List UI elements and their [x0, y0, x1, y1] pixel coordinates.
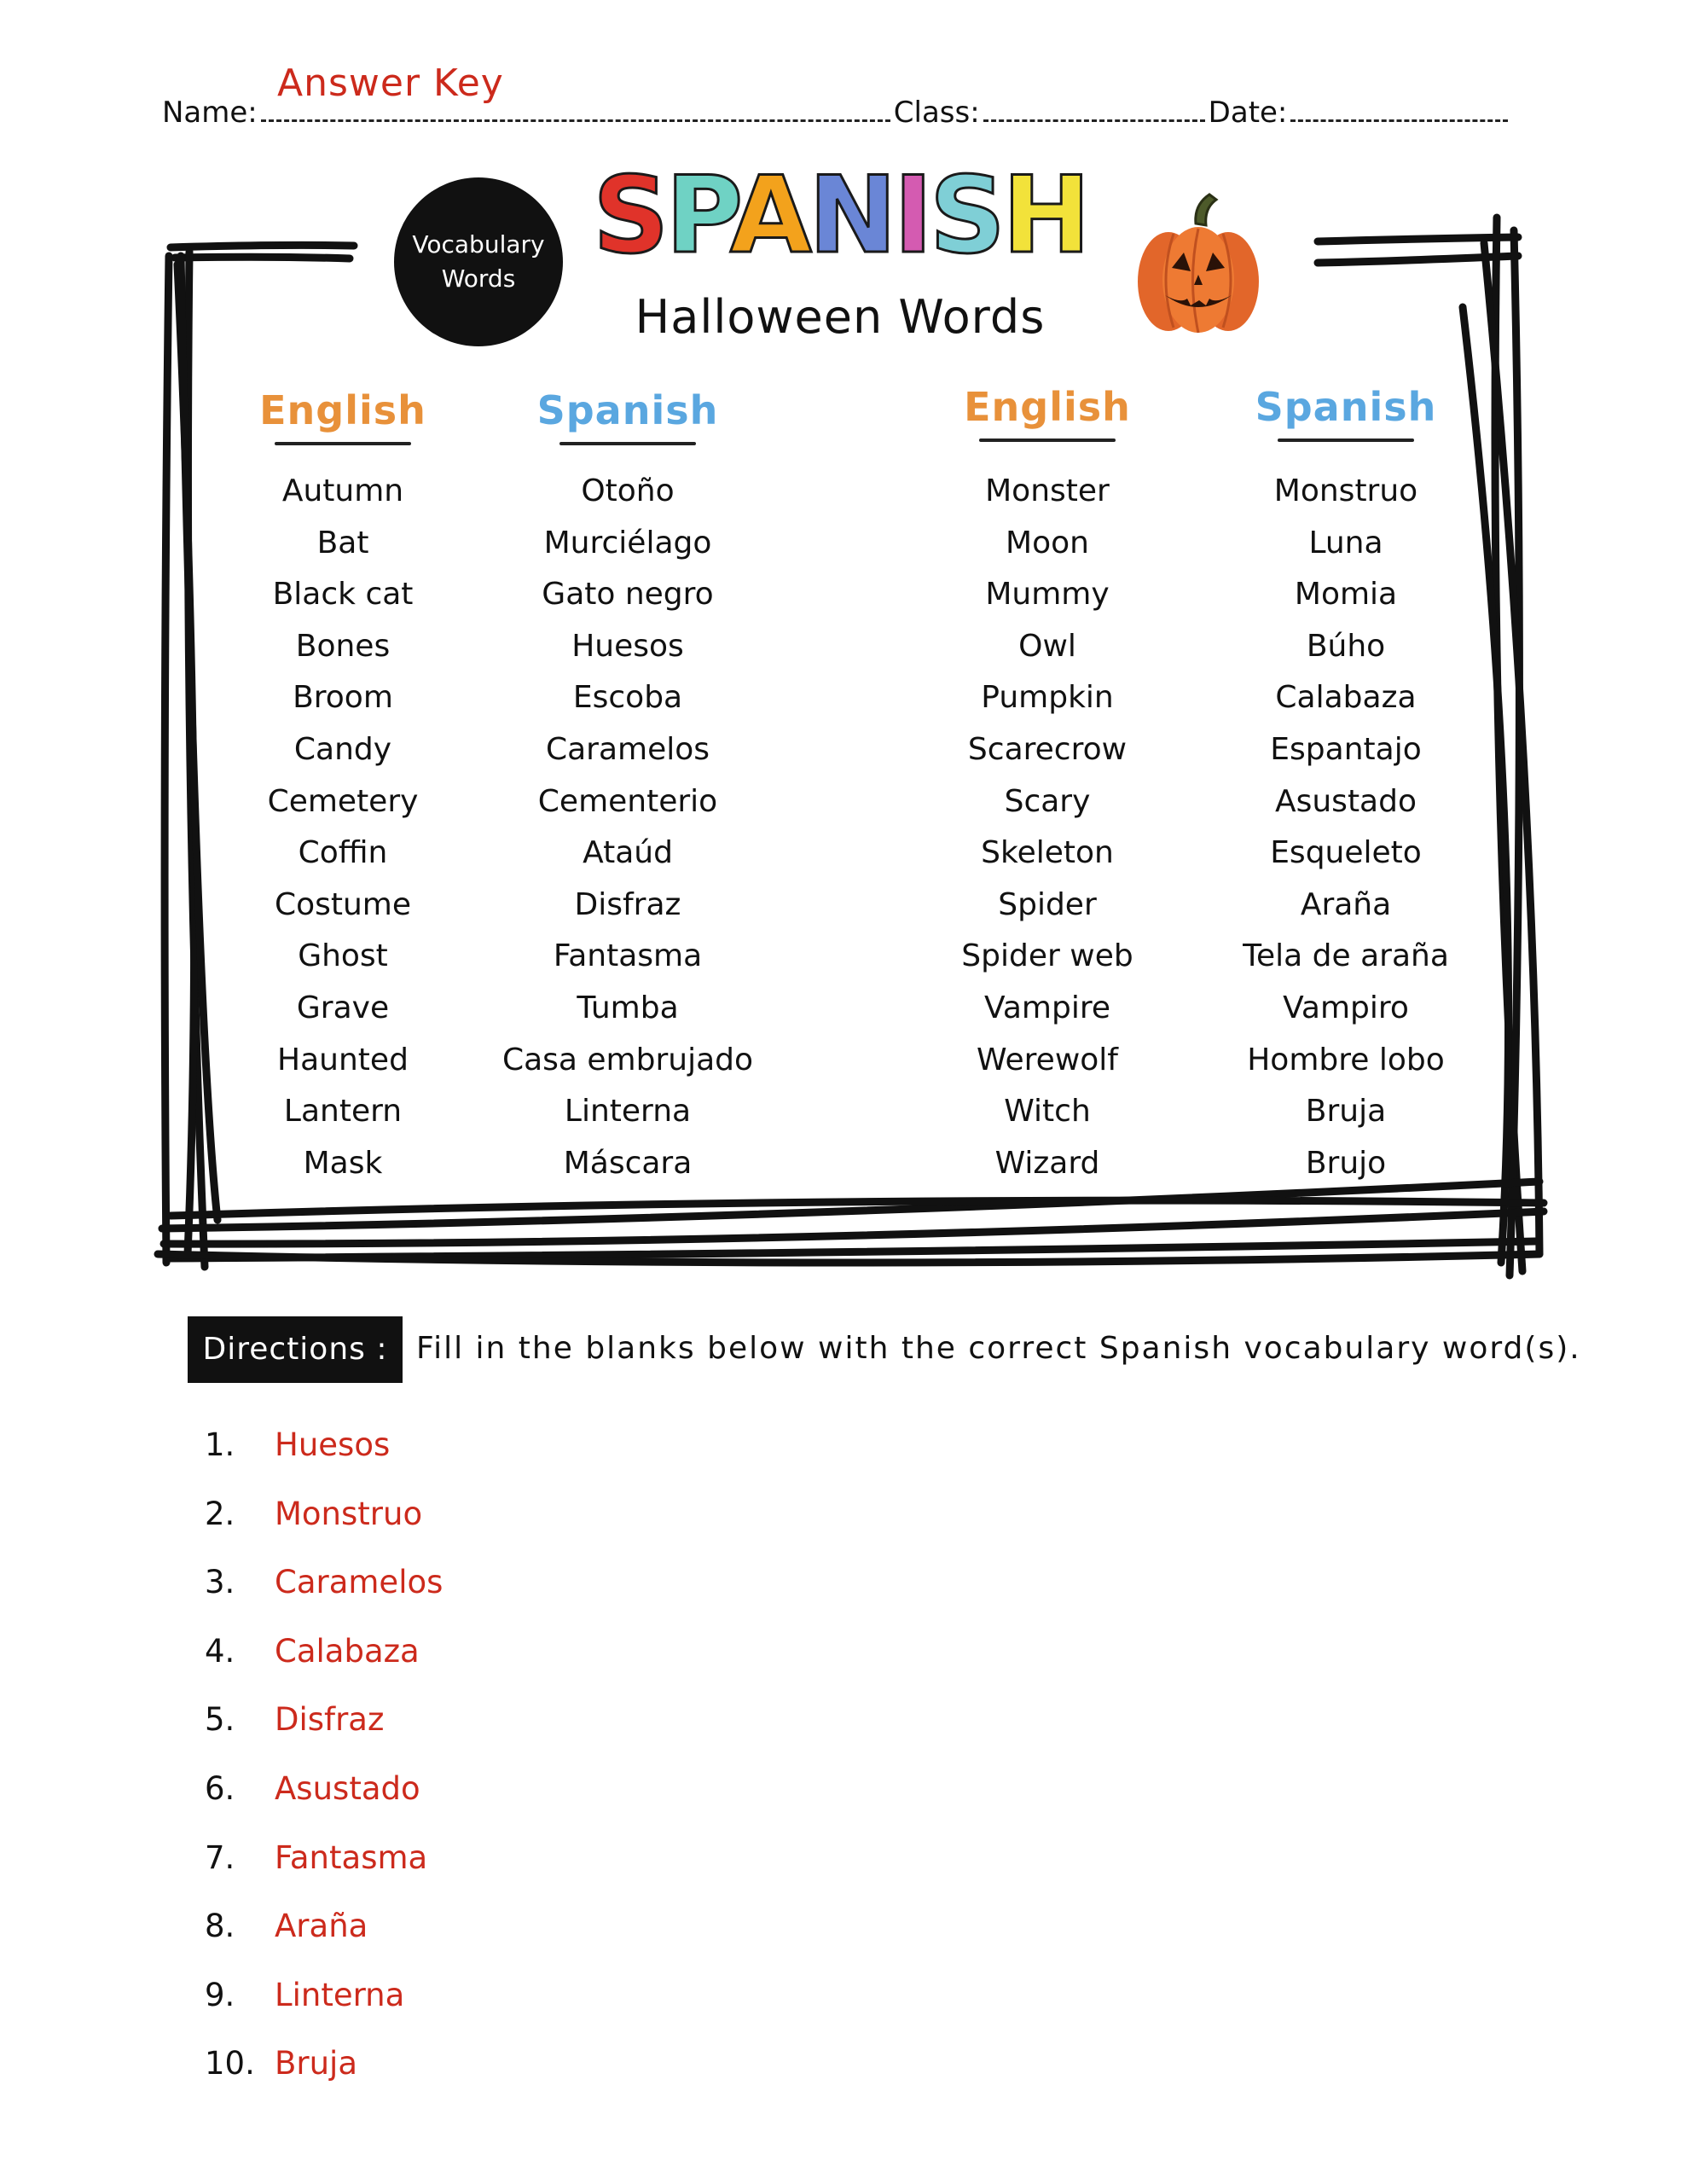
spanish-word: Luna [1308, 525, 1383, 561]
jack-o-lantern-icon [1134, 189, 1262, 336]
answer-word[interactable]: Calabaza [275, 1632, 420, 1670]
english-word: Pumpkin [981, 680, 1114, 716]
spanish-word: Asustado [1274, 783, 1417, 819]
spanish-word: Esqueleto [1270, 835, 1422, 871]
answer-word[interactable]: Huesos [275, 1426, 391, 1463]
class-label: Class: [893, 96, 980, 130]
answer-number: 1. [205, 1426, 235, 1463]
spanish-header-text: Spanish [536, 387, 719, 433]
english-word: Owl [1018, 628, 1076, 664]
english-word: Haunted [277, 1042, 409, 1077]
english-word: Autumn [281, 473, 404, 508]
spanish-word: Disfraz [574, 886, 681, 922]
spanish-word: Tumba [577, 990, 679, 1025]
spanish-word: Escoba [572, 680, 683, 716]
page-title [588, 154, 1092, 277]
english-word: Werewolf [977, 1042, 1118, 1077]
title-letter: S [593, 154, 666, 277]
answer-number: 10. [205, 2045, 255, 2082]
spanish-word: Cementerio [537, 783, 718, 819]
page-subtitle: Halloween Words [635, 290, 1046, 344]
answer-word[interactable]: Disfraz [275, 1701, 385, 1739]
english-word: Spider [998, 886, 1097, 922]
badge-line-1: Vocabulary [412, 230, 545, 258]
spanish-word: Caramelos [545, 731, 710, 767]
answer-word[interactable]: Araña [275, 1908, 368, 1945]
english-word: Witch [1004, 1094, 1091, 1130]
answer-number: 6. [205, 1769, 235, 1807]
answer-key-label: Answer Key [277, 61, 504, 105]
title-letter: P [665, 154, 730, 277]
right-spanish-column [1205, 466, 1487, 1189]
date-field[interactable] [1290, 96, 1508, 122]
spanish-word: Espantajo [1270, 731, 1422, 767]
left-english-column [202, 466, 484, 1189]
name-field[interactable] [261, 96, 890, 122]
spanish-word: Calabaza [1275, 680, 1417, 716]
spanish-word: Fantasma [553, 938, 703, 974]
student-info-line [162, 96, 1518, 138]
right-english-header [919, 384, 1175, 442]
spanish-word: Casa embrujado [501, 1042, 754, 1077]
spanish-word: Momia [1294, 577, 1398, 613]
english-word: Grave [296, 990, 390, 1025]
answer-number: 7. [205, 1838, 235, 1876]
english-word: Bones [295, 628, 391, 664]
left-spanish-column [487, 466, 768, 1189]
class-field[interactable] [983, 96, 1205, 122]
spanish-word: Máscara [563, 1145, 693, 1181]
title-letter: A [729, 154, 809, 277]
directions-label: Directions : [188, 1316, 403, 1383]
vocabulary-words-badge [394, 177, 563, 346]
title-letter: H [1002, 154, 1087, 277]
english-word: Broom [293, 680, 393, 716]
spanish-word: Hombre lobo [1247, 1042, 1445, 1077]
answer-word[interactable]: Fantasma [275, 1838, 428, 1876]
english-word: Wizard [994, 1145, 1100, 1181]
english-word: Candy [293, 731, 392, 767]
answer-word[interactable]: Caramelos [275, 1564, 443, 1601]
english-word: Bat [316, 525, 369, 561]
title-letter: S [929, 154, 1003, 277]
english-word: Moon [1006, 525, 1089, 561]
left-spanish-header [500, 387, 756, 445]
spanish-word: Búho [1306, 628, 1386, 664]
right-spanish-header [1218, 384, 1474, 442]
directions-text: Fill in the blanks below with the correct Spanish vocabulary word(s). [416, 1331, 1581, 1366]
answer-number: 4. [205, 1632, 235, 1670]
english-word: Spider web [961, 938, 1133, 974]
badge-line-2: Words [441, 264, 516, 293]
english-word: Mummy [985, 577, 1110, 613]
english-word: Scary [1004, 783, 1091, 819]
spanish-word: Araña [1300, 886, 1392, 922]
spanish-word: Monstruo [1273, 473, 1418, 508]
answer-word[interactable]: Asustado [275, 1769, 420, 1807]
spanish-word: Gato negro [542, 577, 714, 613]
english-word: Costume [274, 886, 412, 922]
answer-word[interactable]: Monstruo [275, 1495, 423, 1532]
english-word: Ghost [298, 938, 388, 974]
date-label: Date: [1208, 96, 1288, 130]
english-word: Black cat [272, 577, 414, 613]
english-header-text: English [259, 387, 426, 433]
answer-word[interactable]: Linterna [275, 1976, 405, 2013]
answer-number: 9. [205, 1976, 235, 2013]
answer-word[interactable]: Bruja [275, 2045, 357, 2082]
title-letter: N [808, 154, 894, 277]
spanish-header-text: Spanish [1255, 384, 1437, 430]
spanish-word: Vampiro [1283, 990, 1409, 1025]
english-word: Lantern [283, 1094, 403, 1130]
english-word: Skeleton [981, 835, 1114, 871]
name-label: Name: [162, 96, 258, 130]
english-word: Scarecrow [967, 731, 1128, 767]
english-header-text: English [964, 384, 1131, 430]
english-word: Monster [985, 473, 1110, 508]
spanish-word: Tela de araña [1243, 938, 1449, 974]
answer-number: 8. [205, 1908, 235, 1945]
spanish-word: Murciélago [543, 525, 712, 561]
english-word: Cemetery [267, 783, 419, 819]
left-english-header [215, 387, 471, 445]
english-word: Vampire [984, 990, 1110, 1025]
spanish-word: Huesos [571, 628, 684, 664]
spanish-word: Brujo [1305, 1145, 1387, 1181]
english-word: Coffin [298, 835, 388, 871]
right-english-column [907, 466, 1188, 1189]
spanish-word: Ataúd [583, 835, 673, 871]
answer-number: 2. [205, 1495, 235, 1532]
answer-number: 5. [205, 1701, 235, 1739]
spanish-word: Otoño [581, 473, 675, 508]
title-letter: I [893, 154, 930, 277]
spanish-word: Bruja [1305, 1094, 1387, 1130]
english-word: Mask [303, 1145, 383, 1181]
spanish-word: Linterna [564, 1094, 692, 1130]
answer-number: 3. [205, 1564, 235, 1601]
